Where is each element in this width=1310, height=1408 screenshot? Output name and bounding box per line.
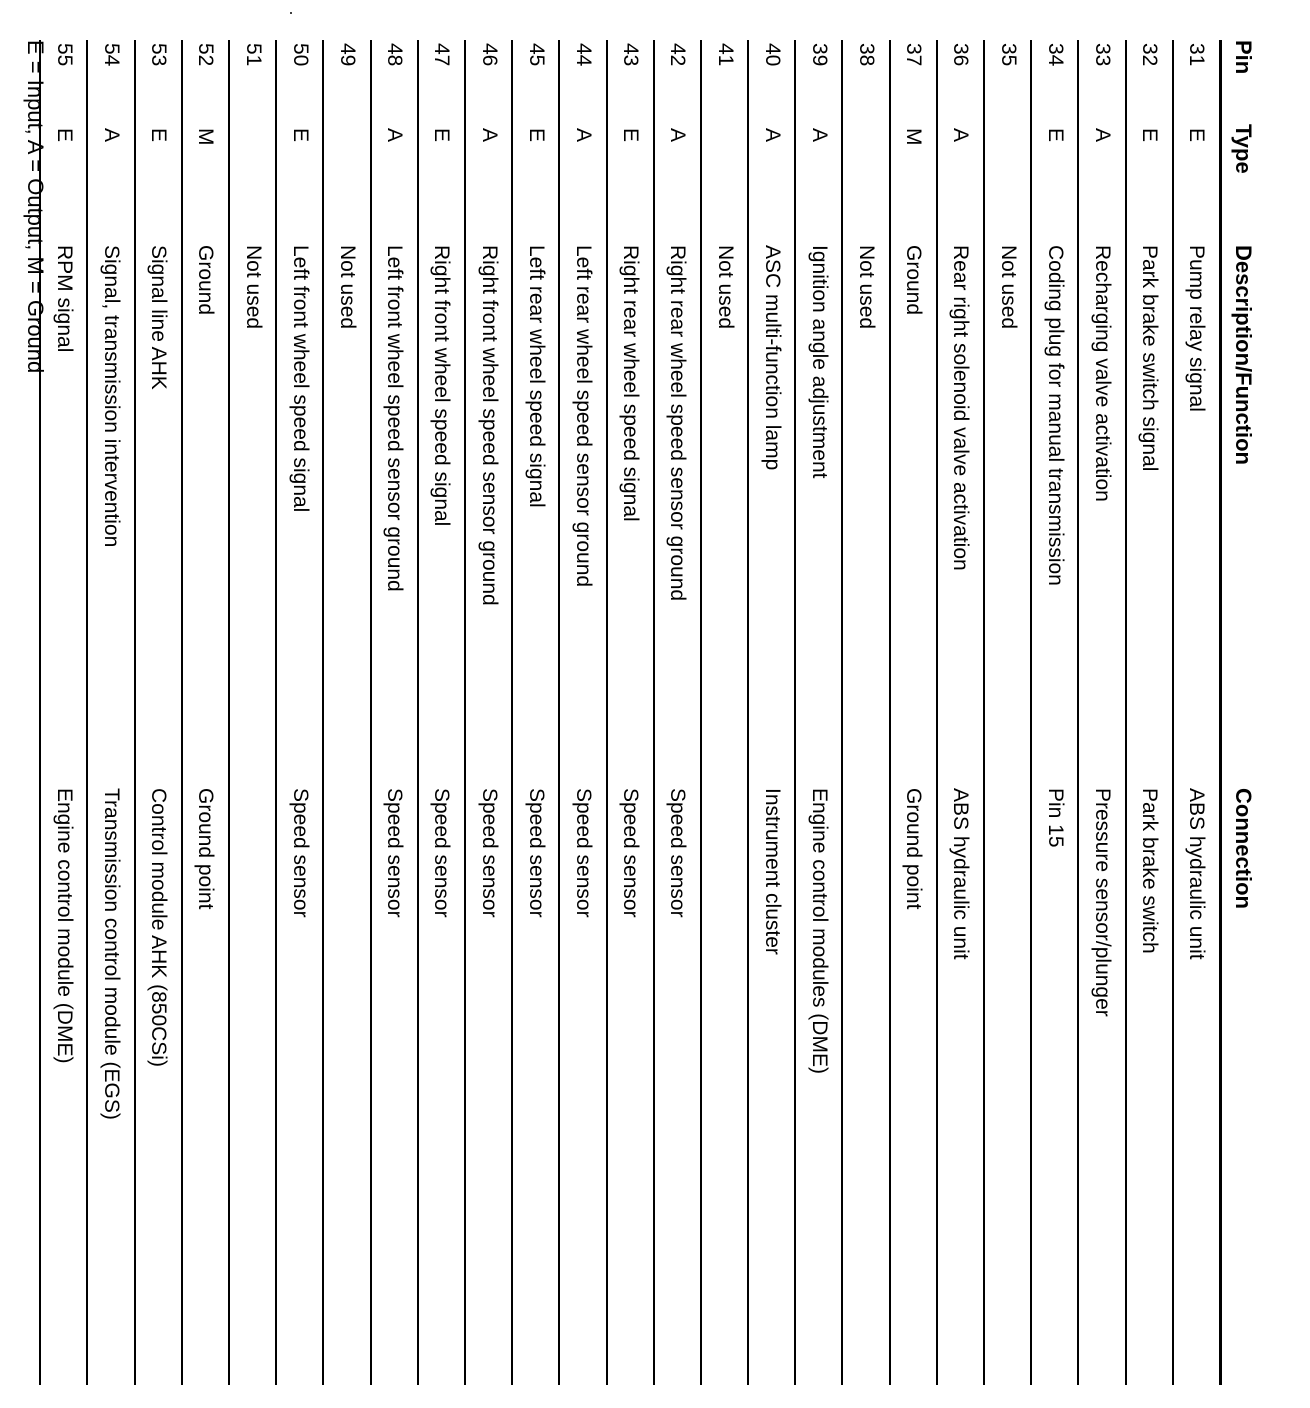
cell-description: Right front wheel speed sensor ground (465, 245, 512, 788)
cell-pin: 55 (40, 40, 87, 124)
cell-connection (323, 788, 370, 1385)
cell-pin: 39 (795, 40, 842, 124)
cell-pin: 42 (654, 40, 701, 124)
cell-connection: Speed sensor (371, 788, 418, 1385)
table-row (1173, 40, 1221, 1385)
cell-pin: 37 (890, 40, 937, 124)
cell-type: A (748, 124, 795, 245)
cell-connection: Speed sensor (418, 788, 465, 1385)
cell-type: E (40, 124, 87, 245)
table-header-row (1221, 40, 1266, 1385)
cell-connection: ABS hydraulic unit (937, 788, 984, 1385)
table-row (607, 40, 654, 1385)
table-row (512, 40, 559, 1385)
cell-type: A (795, 124, 842, 245)
cell-pin: 51 (229, 40, 276, 124)
cell-pin: 46 (465, 40, 512, 124)
cell-description: Left front wheel speed signal (276, 245, 323, 788)
table-row (654, 40, 701, 1385)
header-type: Type (1221, 124, 1266, 245)
cell-type: A (654, 124, 701, 245)
cell-type (701, 124, 748, 245)
table-row (748, 40, 795, 1385)
cell-type: E (135, 124, 182, 245)
cell-description: Not used (229, 245, 276, 788)
cell-connection (984, 788, 1031, 1385)
cell-type: A (465, 124, 512, 245)
cell-connection: Control module AHK (850CSi) (135, 788, 182, 1385)
cell-type: A (937, 124, 984, 245)
cell-description: Not used (323, 245, 370, 788)
cell-description: Left rear wheel speed sensor ground (559, 245, 606, 788)
cell-pin: 40 (748, 40, 795, 124)
cell-pin: 45 (512, 40, 559, 124)
cell-type: E (276, 124, 323, 245)
legend-text: E = Input, A = Output, M = Ground (23, 40, 48, 374)
cell-type: M (890, 124, 937, 245)
cell-pin: 48 (371, 40, 418, 124)
cell-connection: Speed sensor (512, 788, 559, 1385)
cell-connection: Pressure sensor/plunger (1078, 788, 1125, 1385)
cell-description: Not used (984, 245, 1031, 788)
cell-type: A (559, 124, 606, 245)
cell-description: Park brake switch signal (1126, 245, 1173, 788)
cell-type: A (1078, 124, 1125, 245)
cell-type: E (512, 124, 559, 245)
table-row (88, 40, 135, 1385)
cell-pin: 34 (1031, 40, 1078, 124)
cell-type: E (1031, 124, 1078, 245)
cell-description: Recharging valve activation (1078, 245, 1125, 788)
cell-connection: Speed sensor (607, 788, 654, 1385)
cell-description: Ignition angle adjustment (795, 245, 842, 788)
cell-pin: 32 (1126, 40, 1173, 124)
stray-dot (290, 12, 292, 14)
cell-pin: 49 (323, 40, 370, 124)
cell-connection: ABS hydraulic unit (1173, 788, 1221, 1385)
cell-type: E (1173, 124, 1221, 245)
cell-description: Ground (890, 245, 937, 788)
header-connection: Connection (1221, 788, 1266, 1385)
cell-description: Ground (182, 245, 229, 788)
table-row (182, 40, 229, 1385)
pin-table (39, 40, 1265, 1385)
cell-pin: 52 (182, 40, 229, 124)
cell-pin: 35 (984, 40, 1031, 124)
cell-description: Not used (701, 245, 748, 788)
table-row (135, 40, 182, 1385)
cell-type: A (88, 124, 135, 245)
header-pin: Pin (1221, 40, 1266, 124)
table-row (559, 40, 606, 1385)
cell-pin: 44 (559, 40, 606, 124)
header-description: Description/Function (1221, 245, 1266, 788)
cell-connection (229, 788, 276, 1385)
cell-description: ASC multi-function lamp (748, 245, 795, 788)
cell-connection: Instrument cluster (748, 788, 795, 1385)
cell-pin: 33 (1078, 40, 1125, 124)
cell-type (323, 124, 370, 245)
cell-connection: Transmission control module (EGS) (88, 788, 135, 1385)
cell-description: Left front wheel speed sensor ground (371, 245, 418, 788)
table-row (795, 40, 842, 1385)
cell-connection: Speed sensor (276, 788, 323, 1385)
table-row (843, 40, 890, 1385)
cell-connection (843, 788, 890, 1385)
cell-pin: 43 (607, 40, 654, 124)
cell-pin: 47 (418, 40, 465, 124)
cell-description: Rear right solenoid valve activation (937, 245, 984, 788)
table-body (40, 40, 1220, 1385)
table-row (371, 40, 418, 1385)
cell-description: Pump relay signal (1173, 245, 1221, 788)
table-row (465, 40, 512, 1385)
cell-pin: 31 (1173, 40, 1221, 124)
cell-type: E (607, 124, 654, 245)
table-row (1031, 40, 1078, 1385)
table-row (323, 40, 370, 1385)
cell-description: Right rear wheel speed sensor ground (654, 245, 701, 788)
cell-connection (701, 788, 748, 1385)
table-row (229, 40, 276, 1385)
cell-pin: 50 (276, 40, 323, 124)
cell-pin: 36 (937, 40, 984, 124)
cell-connection: Speed sensor (465, 788, 512, 1385)
cell-description: Signal, transmission intervention (88, 245, 135, 788)
cell-connection: Speed sensor (559, 788, 606, 1385)
cell-description: RPM signal (40, 245, 87, 788)
cell-type (229, 124, 276, 245)
table-row (418, 40, 465, 1385)
cell-description: Right rear wheel speed signal (607, 245, 654, 788)
cell-pin: 54 (88, 40, 135, 124)
table-row (890, 40, 937, 1385)
cell-pin: 38 (843, 40, 890, 124)
cell-description: Not used (843, 245, 890, 788)
cell-connection: Ground point (182, 788, 229, 1385)
table-row (984, 40, 1031, 1385)
cell-type: E (418, 124, 465, 245)
cell-connection: Engine control modules (DME) (795, 788, 842, 1385)
table-row (276, 40, 323, 1385)
cell-description: Signal line AHK (135, 245, 182, 788)
table-row (701, 40, 748, 1385)
cell-type (843, 124, 890, 245)
table-row (937, 40, 984, 1385)
cell-connection: Engine control module (DME) (40, 788, 87, 1385)
cell-pin: 41 (701, 40, 748, 124)
cell-pin: 53 (135, 40, 182, 124)
table-row (1126, 40, 1173, 1385)
cell-type (984, 124, 1031, 245)
cell-type: A (371, 124, 418, 245)
cell-description: Coding plug for manual transmission (1031, 245, 1078, 788)
cell-description: Left rear wheel speed signal (512, 245, 559, 788)
cell-connection: Ground point (890, 788, 937, 1385)
cell-description: Right front wheel speed signal (418, 245, 465, 788)
cell-connection: Speed sensor (654, 788, 701, 1385)
table-row (1078, 40, 1125, 1385)
cell-connection: Park brake switch (1126, 788, 1173, 1385)
cell-type: M (182, 124, 229, 245)
cell-connection: Pin 15 (1031, 788, 1078, 1385)
cell-type: E (1126, 124, 1173, 245)
